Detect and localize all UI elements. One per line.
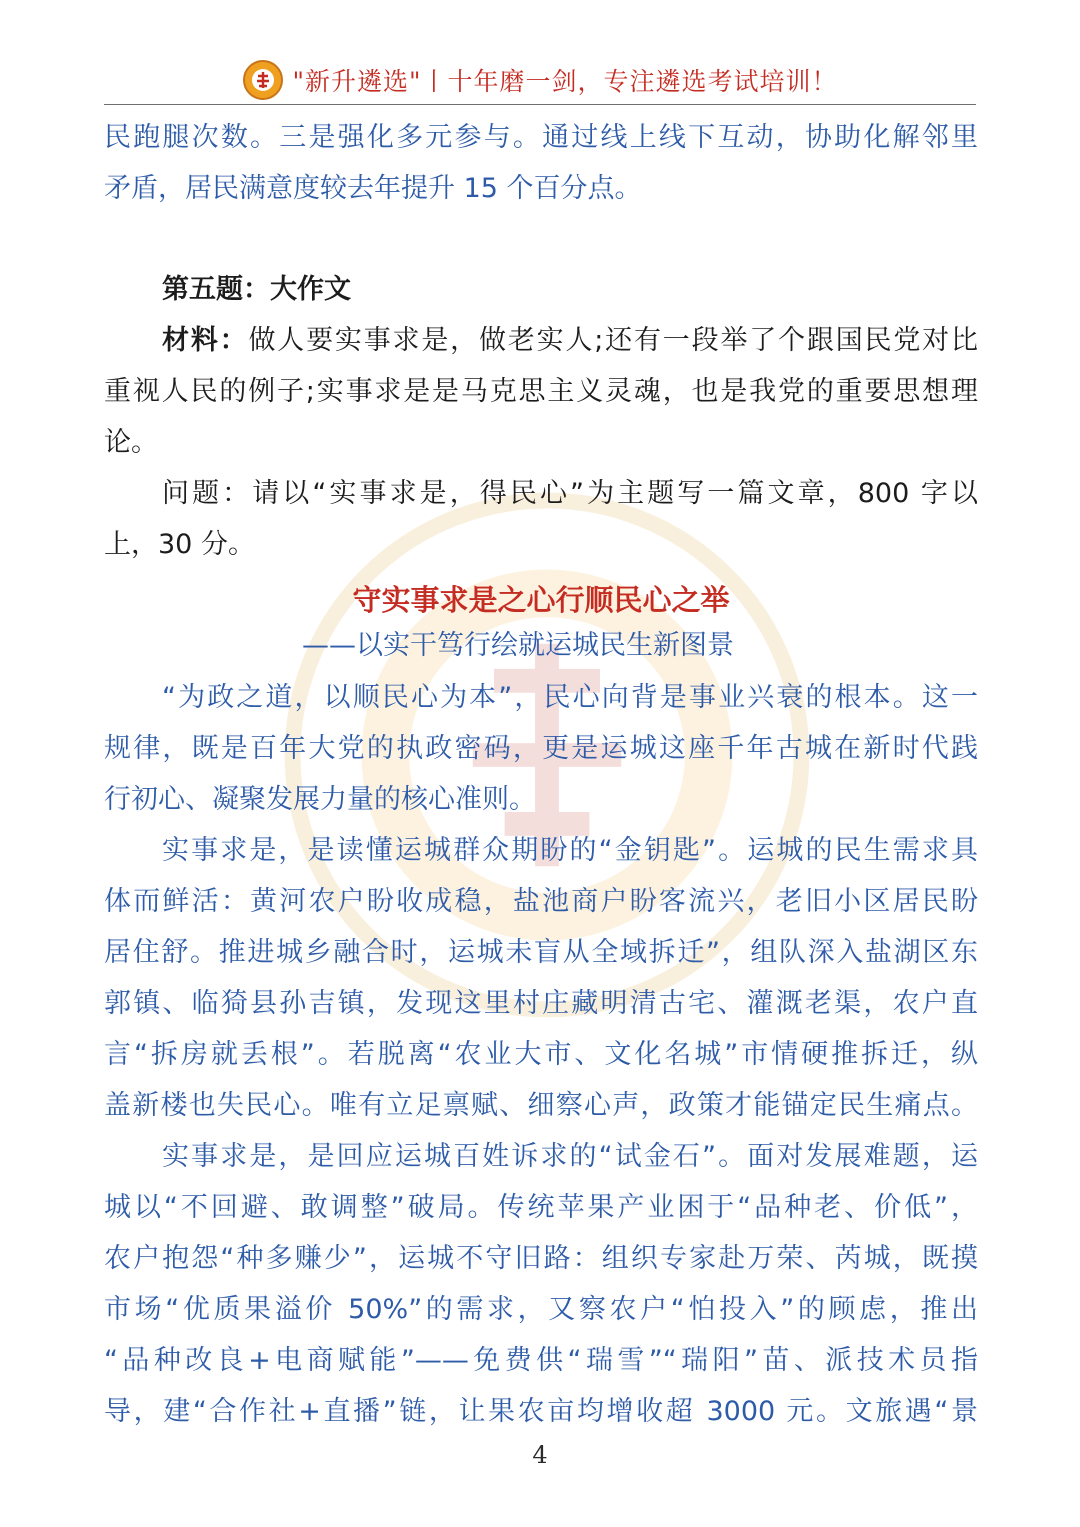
prompt-line: 问题：请以“实事求是，得民心”为主题写一篇文章，800 字以 <box>162 478 978 509</box>
text-line: 郭镇、临猗县孙吉镇，发现这里村庄藏明清古宅、灌溉老渠，农户直 <box>104 988 978 1019</box>
essay-paragraph-3 <box>104 1131 978 1437</box>
text-line: 言“拆房就丢根”。若脱离“农业大市、文化名城”市情硬推拆迁，纵 <box>104 1039 978 1070</box>
text-line: 矛盾，居民满意度较去年提升 15 个百分点。 <box>104 173 642 204</box>
material-line: 重视人民的例子;实事求是是马克思主义灵魂，也是我党的重要思想理 <box>104 376 978 407</box>
top-paragraph <box>104 112 978 214</box>
question-block <box>104 264 978 570</box>
question-heading: 第五题：大作文 <box>162 274 351 305</box>
header-slogan: "新升遴选"丨十年磨一剑，专注遴选考试培训！ <box>292 67 838 96</box>
essay-paragraph-2 <box>104 825 978 1131</box>
text-line: 体而鲜活：黄河农户盼收成稳，盐池商户盼客流兴，老旧小区居民盼 <box>104 886 978 917</box>
text-line: 农户抱怨“种多赚少”，运城不守旧路：组织专家赴万荣、芮城，既摸 <box>104 1243 978 1274</box>
material-line: 材料：做人要实事求是，做老实人;还有一段举了个跟国民党对比 <box>162 325 978 356</box>
text-line: 市场“优质果溢价 50%”的需求，又察农户“怕投入”的顾虑，推出 <box>104 1294 978 1325</box>
material-line: 论。 <box>104 427 158 458</box>
essay-title: 守实事求是之心行顺民心之举 <box>352 583 730 617</box>
essay-subtitle: ——以实干笃行绘就运城民生新图景 <box>302 630 734 661</box>
text-line: 民跑腿次数。三是强化多元参与。通过线上线下互动，协助化解邻里 <box>104 122 978 153</box>
text-line: 行初心、凝聚发展力量的核心准则。 <box>104 784 536 815</box>
text-line: 盖新楼也失民心。唯有立足禀赋、细察心声，政策才能锚定民生痛点。 <box>104 1090 978 1121</box>
prompt-line: 上，30 分。 <box>104 529 255 560</box>
page-header <box>104 56 976 105</box>
text-line: 规律，既是百年大党的执政密码，更是运城这座千年古城在新时代践 <box>104 733 978 764</box>
xinsheng-logo-icon <box>243 60 283 100</box>
text-line: 城以“不回避、敢调整”破局。传统苹果产业困于“品种老、价低”， <box>104 1192 978 1223</box>
text-line: “为政之道，以顺民心为本”，民心向背是事业兴衰的根本。这一 <box>162 682 978 713</box>
text-line: 导，建“合作社+直播”链，让果农亩均增收超 3000 元。文旅遇“景 <box>104 1396 978 1427</box>
text-line: 实事求是，是读懂运城群众期盼的“金钥匙”。运城的民生需求具 <box>162 835 978 866</box>
text-line: 实事求是，是回应运城百姓诉求的“试金石”。面对发展难题，运 <box>162 1141 978 1172</box>
page-content <box>104 112 978 1437</box>
text-line: 居住舒。推进城乡融合时，运城未盲从全域拆迁”，组队深入盐湖区东 <box>104 937 978 968</box>
page-number: 4 <box>532 1441 548 1469</box>
text-line: “品种改良+电商赋能”——免费供“瑞雪”“瑞阳”苗、派技术员指 <box>104 1345 978 1376</box>
material-label: 材料： <box>162 325 249 356</box>
essay-paragraph-1 <box>104 672 978 825</box>
